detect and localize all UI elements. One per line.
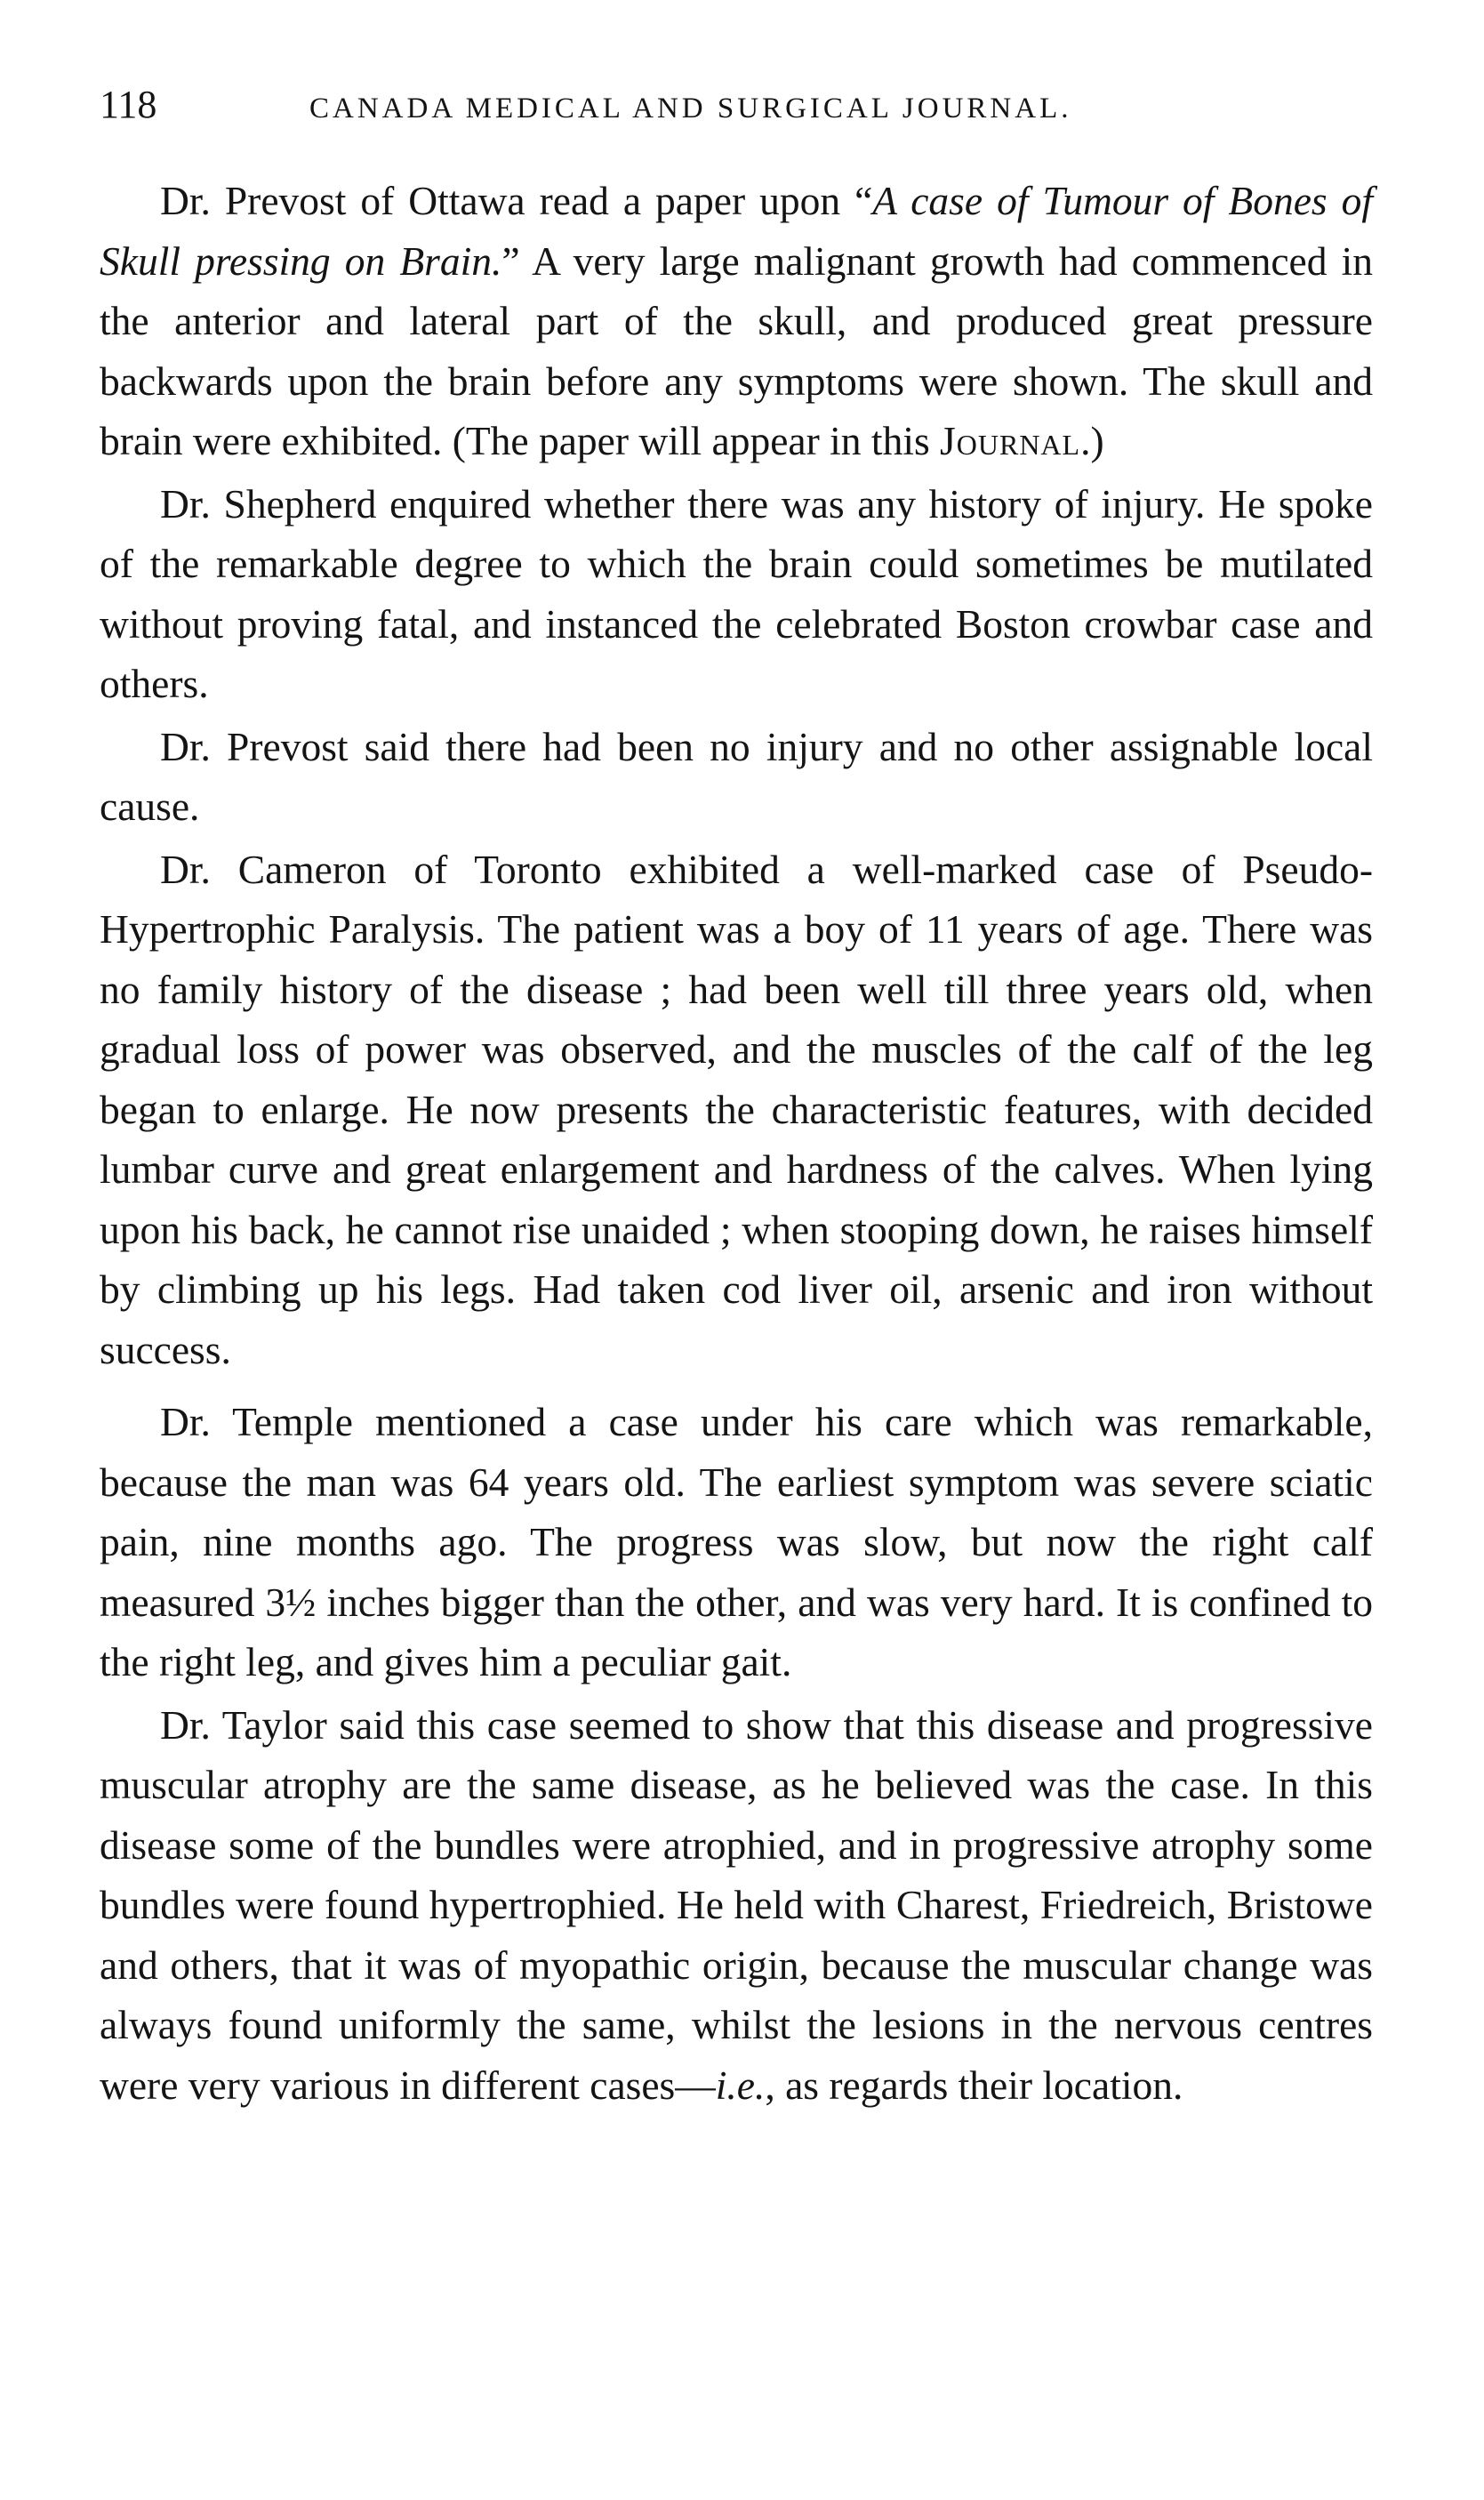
- journal-title: CANADA MEDICAL AND SURGICAL JOURNAL.: [309, 92, 1072, 125]
- paragraph-text: Dr. Taylor said this case seemed to show that this disease and progressive muscular atrophy are the same disease, as he believed was the case. In this disease some of the bundles were atrophied, and in progressive atrophy some bundles were found hypertrophied. He held with Charest, Friedreich, Bristowe and others, that it was of myopathic origin, because the muscular change was always found uniformly the same, whilst the lesions in the nervous centres were very various in different cases—: [100, 1701, 1373, 2108]
- paragraph-shepherd: Dr. Shepherd enquired whether there was any history of injury. He spoke of the remarkable degree to which the brain could sometimes be mutilated without proving fatal, and instanced the celebrated Boston crowbar case and others.: [100, 480, 1373, 706]
- journal-reference: Journal: [940, 418, 1081, 463]
- paragraph-text: .): [1080, 418, 1104, 463]
- article-body: [100, 171, 1373, 2118]
- paragraph-temple: Dr. Temple mentioned a case under his care which was remarkable, because the man was 64 years old. The earliest symptom was severe sciatic pain, nine months ago. The progress was slow, but now the right calf measured 3½ inches bigger than the other, and was very hard. It is confined to the right leg, and gives him a peculiar gait.: [100, 1399, 1373, 1684]
- paragraph-text: ” A very large malignant growth had commenced in the anterior and lateral part of the skull, and produced great pressure backwards upon the brain before any symptoms were shown. The skull and brain were exhibited. (The paper will appear in this: [100, 237, 1374, 463]
- paragraph-taylor: [100, 1695, 1373, 2116]
- paragraph-text: Dr. Prevost of Ottawa read a paper upon “: [160, 178, 873, 223]
- page-number: 118: [100, 83, 157, 126]
- running-head: [100, 78, 1373, 132]
- paper-title: A case of Tumour of Bones of Skull pressing on Brain.: [100, 178, 1373, 284]
- abbreviation-ie: i.e.: [715, 2062, 766, 2108]
- paragraph-text: , as regards their location.: [765, 2062, 1183, 2108]
- paragraph-prevost-reply: Dr. Prevost said there had been no injury and no other assignable local cause.: [100, 723, 1373, 829]
- paragraph-prevost-paper: [100, 171, 1373, 471]
- paragraph-cameron: Dr. Cameron of Toronto exhibited a well-marked case of Pseudo-Hypertrophic Paralysis. The patient was a boy of 11 years of age. There was no family history of the disease ; had been well till three years old, when gradual loss of power was observed, and the muscles of the calf of the leg began to enlarge. He now presents the characteristic features, with decided lumbar curve and great enlargement and hardness of the calves. When lying upon his back, he cannot rise unaided ; when stooping down, he raises himself by climbing up his legs. Had taken cod liver oil, arsenic and iron without success.: [100, 846, 1373, 1372]
